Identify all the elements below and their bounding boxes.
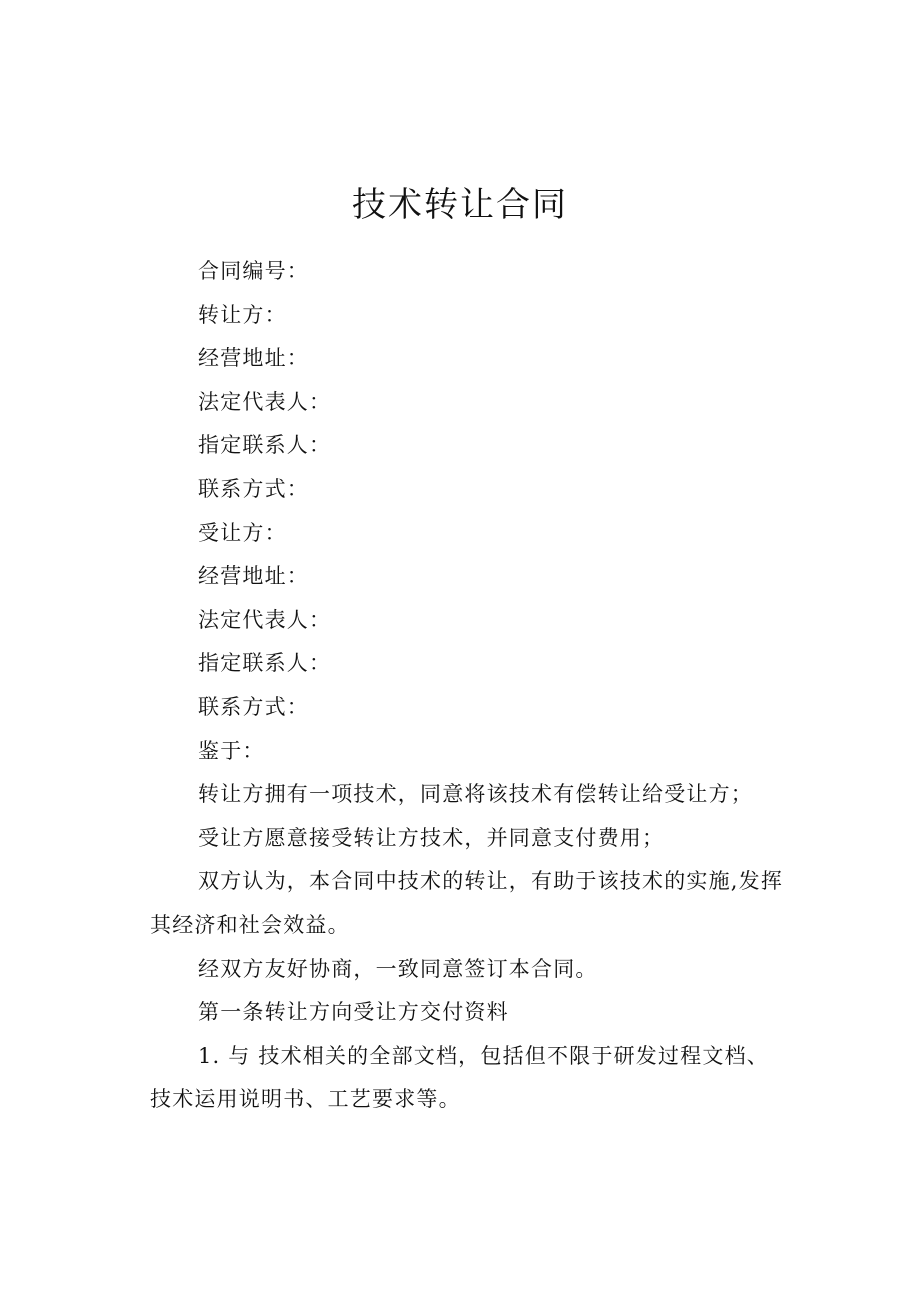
article-1-heading: 第一条转让方向受让方交付资料	[198, 1000, 509, 1025]
contract-number-line: 合同编号：	[198, 259, 309, 283]
agreement-paragraph: 经双方友好协商，一致同意签订本合同。	[198, 956, 598, 981]
document-body	[150, 250, 790, 1122]
recital-paragraph-2: 受让方愿意接受转让方技术，并同意支付费用；	[198, 825, 665, 850]
transferor-legal-representative-line: 法定代表人：	[198, 389, 332, 414]
whereas-line: 鉴于：	[198, 738, 265, 763]
transferee-address-line: 经营地址：	[198, 564, 309, 589]
transferor-address-line: 经营地址：	[198, 346, 309, 371]
transferee-legal-representative-line: 法定代表人：	[198, 607, 332, 632]
article-1-item-1: 1. 与 技术相关的全部文档，包括但不限于研发过程文档、技术运用说明书、工艺要求等。	[150, 1043, 769, 1112]
transferor-line: 转让方：	[198, 302, 287, 327]
transferee-contact-person-line: 指定联系人：	[198, 651, 332, 676]
transferor-contact-person-line: 指定联系人：	[198, 433, 332, 458]
transferee-contact-method-line: 联系方式：	[198, 694, 309, 719]
document-title: 技术转让合同	[352, 184, 568, 225]
transferee-line: 受让方：	[198, 520, 287, 545]
recital-paragraph-1: 转让方拥有一项技术，同意将该技术有偿转让给受让方；	[198, 782, 753, 807]
recital-paragraph-3: 双方认为，本合同中技术的转让，有助于该技术的实施,发挥其经济和社会效益。	[150, 869, 784, 937]
transferor-contact-method-line: 联系方式：	[198, 476, 309, 501]
